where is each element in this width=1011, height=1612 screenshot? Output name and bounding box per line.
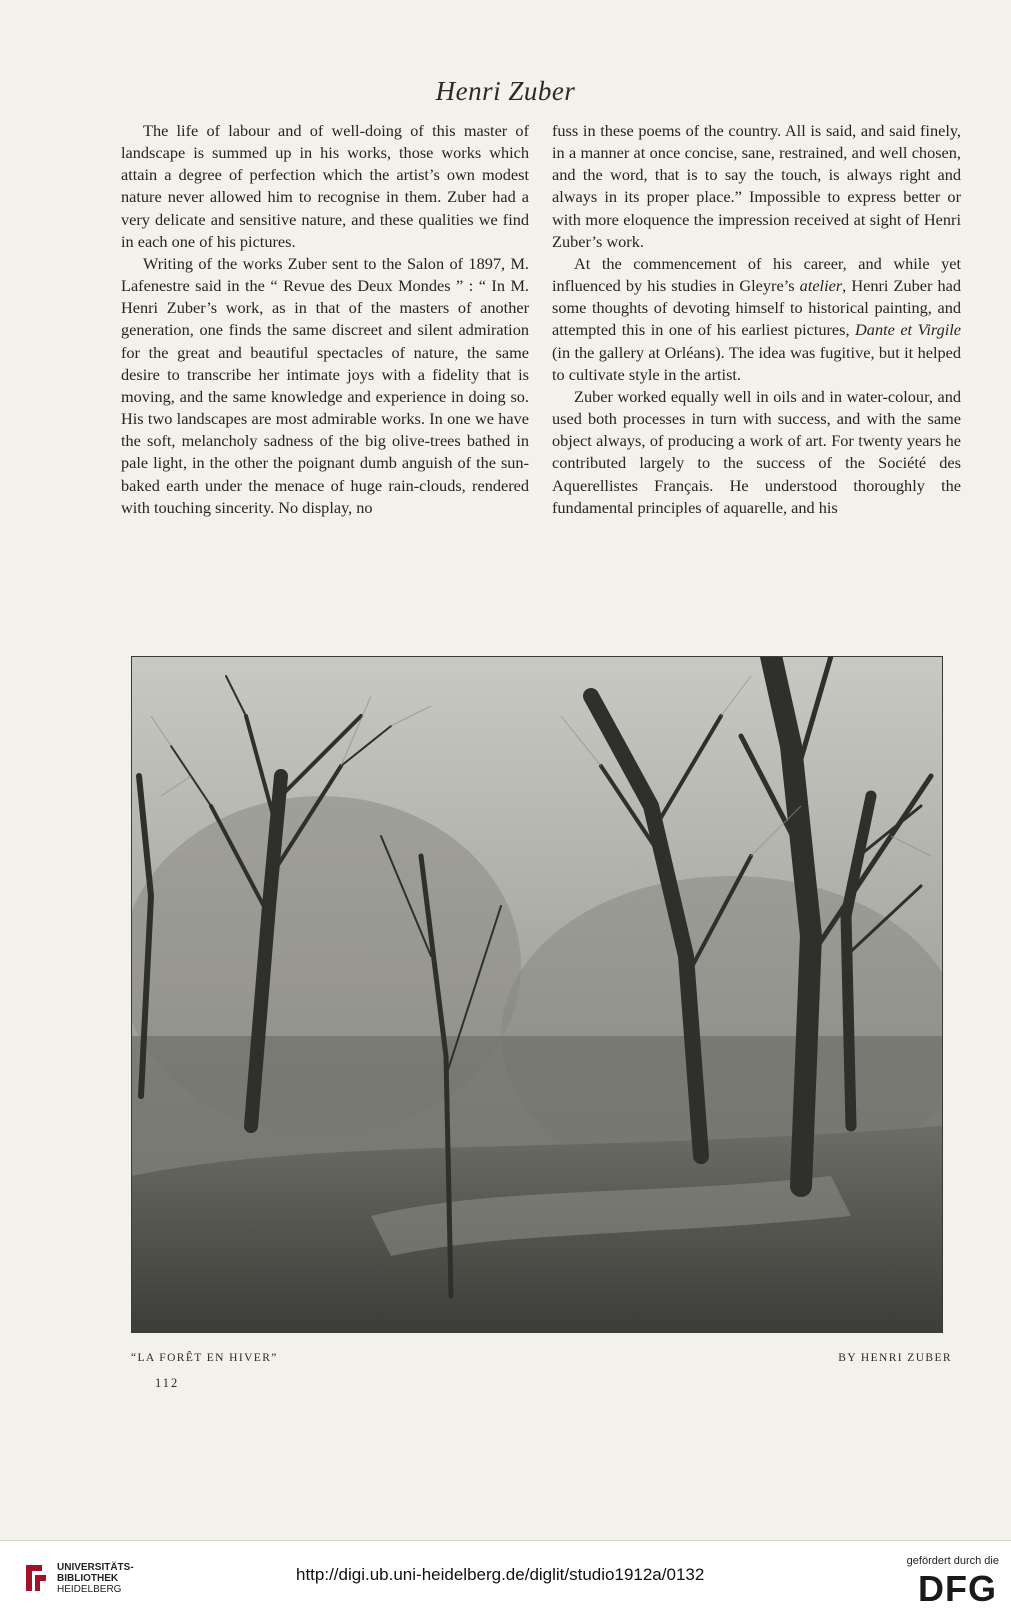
funder-logo[interactable]: DFG bbox=[918, 1568, 997, 1609]
text-column-right bbox=[552, 120, 961, 519]
paragraph: fuss in these poems of the country. All is said, and said finely, in a manner at once concise, sane, restrained, and well chosen, and the word, that is to say the touch, is always right and always in its proper place.” Impossible to express better or with more eloquence the impression received at sight of Henri Zuber’s work. bbox=[552, 121, 961, 251]
italic-term: atelier bbox=[799, 276, 843, 296]
funder-note: gefördert durch die bbox=[906, 1555, 999, 1567]
figure-caption-credit: BY HENRI ZUBER bbox=[838, 1352, 952, 1364]
paragraph: At the commencement of his career, and while yet influenced by his studies in Gleyre’s atelier, Henri Zuber had some thoughts of devoting himself to historical painting, and attempted this in one of his earliest pictures, Dante et Virgile (in the gallery at Orléans). The idea was fugitive, but it helped to cultivate style in the artist. bbox=[552, 253, 962, 384]
paragraph: Zuber worked equally well in oils and in water-colour, and used both processes in turn with success, and with the same object always, of producing a work of art. For twenty years he contributed largely to the success of the Société des Aquerellistes Français. He understood thoroughly the fundamental principles of aquarelle, and his bbox=[552, 386, 961, 517]
permalink-url[interactable]: http://digi.ub.uni-heidelberg.de/diglit/studio1912a/0132 bbox=[296, 1565, 705, 1584]
library-logo-shape bbox=[22, 1561, 50, 1595]
text-column-left bbox=[121, 120, 529, 519]
library-logo-icon bbox=[22, 1561, 50, 1595]
paragraph: Writing of the works Zuber sent to the Salon of 1897, M. Lafenestre said in the “ Revue des Deux Mondes ” : “ In M. Henri Zuber’s work, as in that of the masters of another generation, one finds the same discreet and silent admiration for the great and beautiful spectacles of nature, the same desire to transcribe her intimate joys with a fidelity that is moving, and the same knowledge and experience in doing so. His two landscapes are most admirable works. In one we have the soft, melancholy sadness of the big olive-trees bathed in pale light, in the other the poignant dumb anguish of the sun-baked earth under the menace of huge rain-clouds, rendered with touching sincerity. No display, no bbox=[121, 253, 529, 517]
viewer-footer bbox=[0, 1540, 1011, 1612]
library-name[interactable]: UNIVERSITÄTS- BIBLIOTHEK HEIDELBERG bbox=[57, 1562, 134, 1595]
figure-caption-title: “LA FORÊT EN HIVER” bbox=[131, 1352, 278, 1364]
paragraph: The life of labour and of well-doing of this master of landscape is summed up in his works, those works which attain a degree of perfection which the artist’s own modest nature never allowed him to recognise in them. Zuber had a very delicate and sensitive nature, and these qualities we find in each one of his pictures. bbox=[121, 121, 529, 251]
painting-figure bbox=[131, 656, 943, 1333]
page-number: 112 bbox=[155, 1376, 180, 1390]
italic-title: Dante et Virgile bbox=[855, 320, 961, 340]
forest-illustration bbox=[131, 656, 943, 1333]
running-head: Henri Zuber bbox=[435, 76, 576, 106]
